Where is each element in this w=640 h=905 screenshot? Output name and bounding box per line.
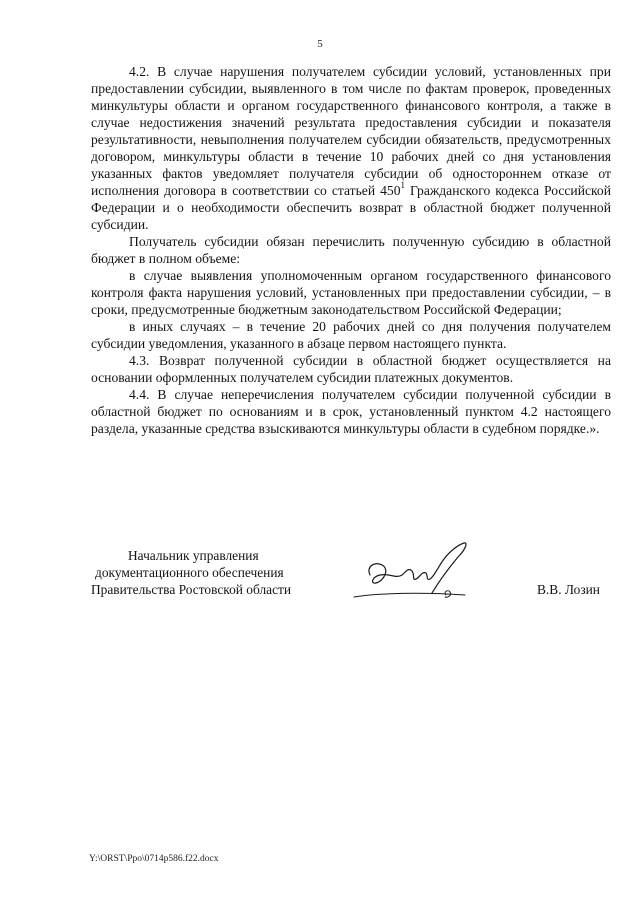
paragraph-4-2-text-end: Гражданского кодекса Российской Федерации и о необходимости обеспечить возврат в областной бюджет полученной субсидии. (91, 183, 612, 232)
paragraph-control-violation: в случае выявления уполномоченным органом государственного финансового контроля факта нарушения условий, установленных при предоставлении субсидии, – в сроки, предусмотренные бюджетным законодательством Российской Федерации; (91, 268, 611, 317)
signatory-title (91, 547, 331, 598)
page-number: 5 (317, 38, 323, 50)
paragraph-4-4: 4.4. В случае неперечисления получателем субсидии полученной субсидии в областной бюджет по основаниям и в срок, установленный пунктом 4.2 настоящего раздела, указанные средства взыскиваются минкультуры области в судебном порядке.». (91, 387, 611, 436)
document-body (91, 63, 611, 437)
footer-file-path: Y:\ORST\Ppo\0714p586.f22.docx (89, 854, 219, 864)
signatory-title-line-1: Начальник управления (128, 548, 259, 563)
signatory-title-line-2: документационного обеспечения (95, 565, 284, 580)
paragraph-4-2 (91, 63, 611, 233)
handwritten-signature (340, 537, 490, 609)
signatory-title-line-3: Правительства Ростовской области (91, 582, 292, 597)
paragraph-4-2-text: 4.2. В случае нарушения получателем субсидии условий, установленных при предоставлении субсидии, выявленного в том числе по фактам проверок, проведенных минкультуры области и органом государственного финансового контроля, а также в случае недостижения значений результата предоставления субсидии и показателя результативности, невыполнения получателем субсидии обязательств, предусмотренных договором, минкультуры области в течение 10 рабочих дней со дня установления указанных фактов уведомляет получателя субсидии об одностороннем отказе от исполнения договора в соответствии со статьей 450 (91, 64, 611, 198)
paragraph-refund-obligation: Получатель субсидии обязан перечислить полученную субсидию в областной бюджет в полном объеме: (91, 234, 611, 266)
article-superscript: 1 (400, 180, 406, 191)
paragraph-4-3: 4.3. Возврат полученной субсидии в областной бюджет осуществляется на основании оформленных получателем субсидии платежных документов. (91, 353, 611, 385)
signatory-name: В.В. Лозин (537, 582, 600, 597)
paragraph-other-cases: в иных случаях – в течение 20 рабочих дней со дня получения получателем субсидии уведомления, указанного в абзаце первом настоящего пункта. (91, 319, 611, 351)
